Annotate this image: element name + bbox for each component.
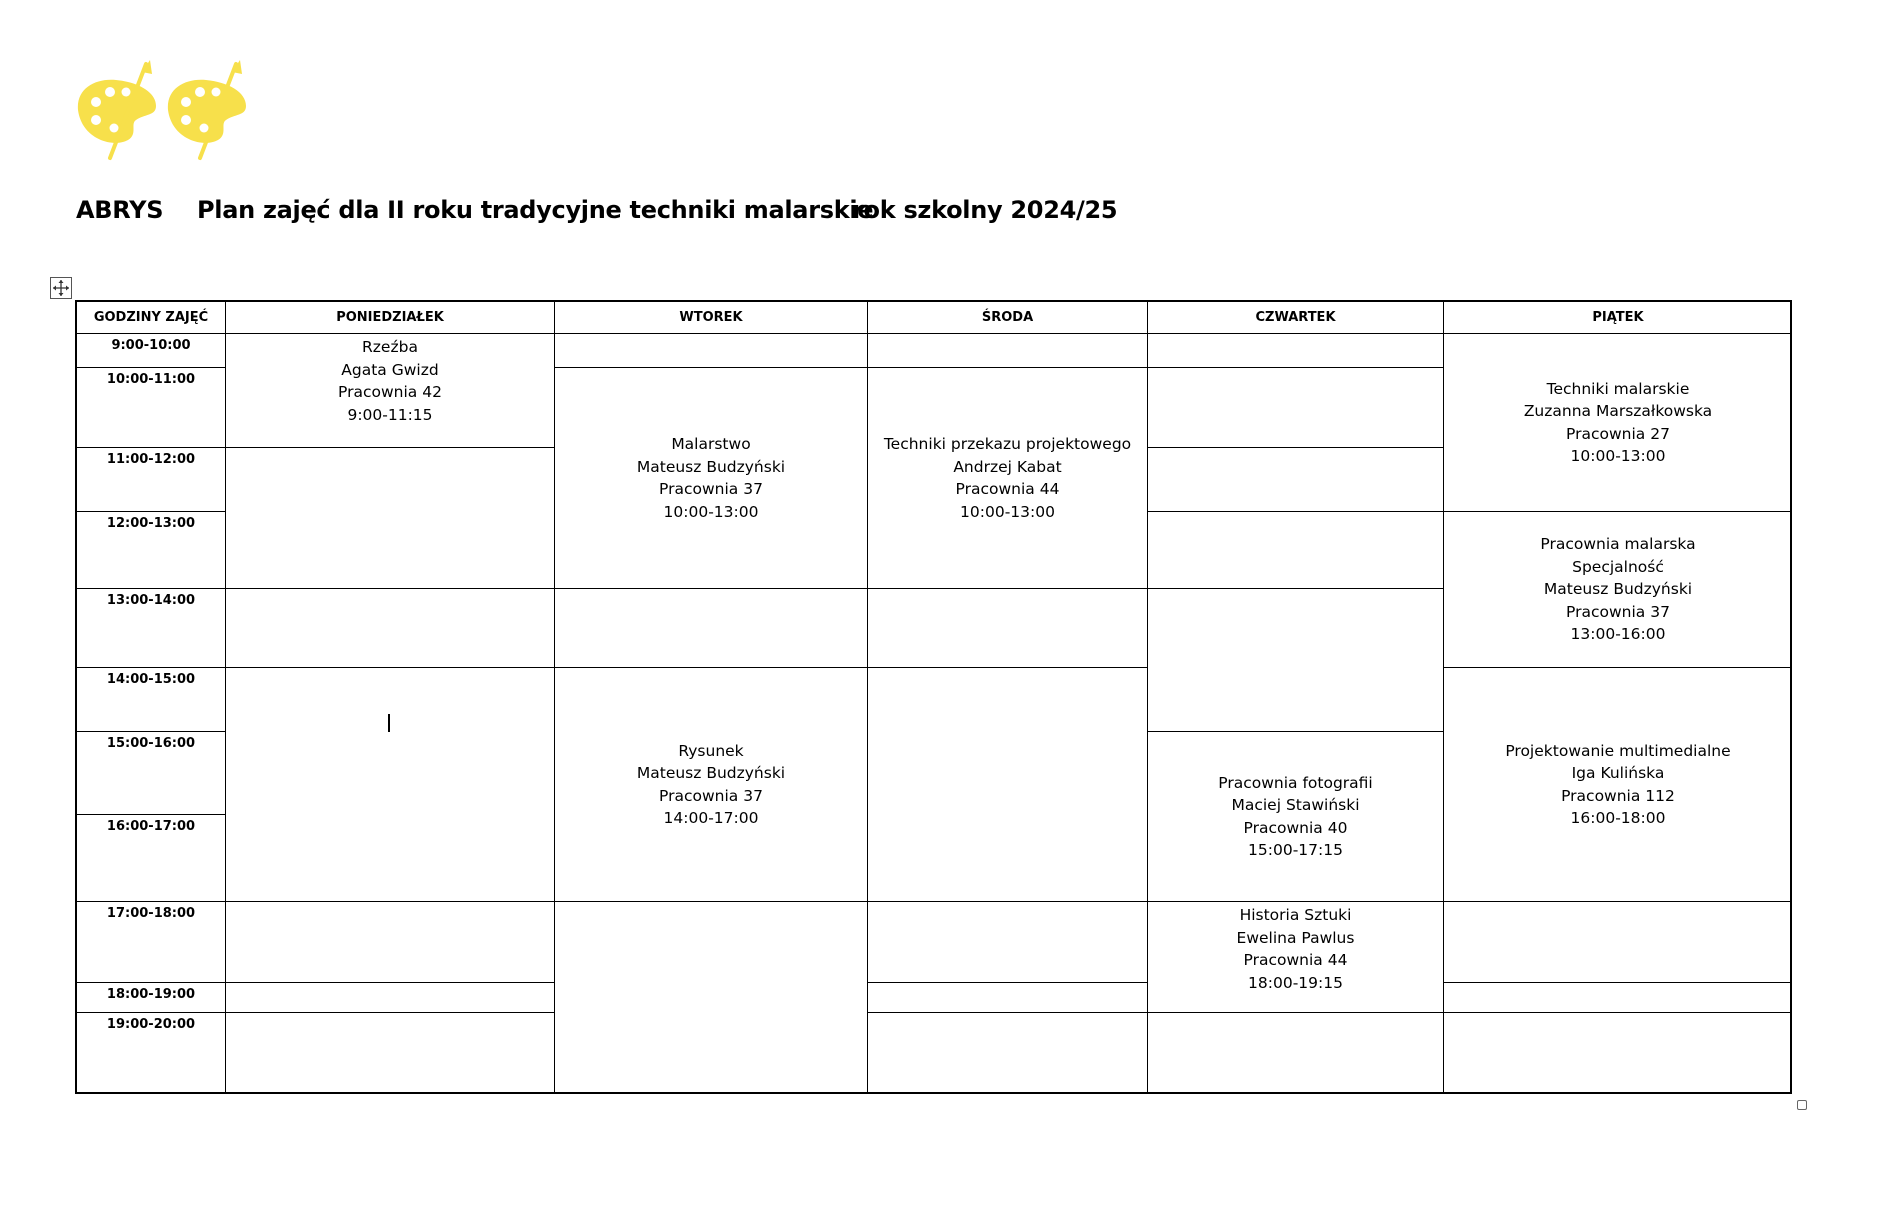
table-resize-handle[interactable] [1797, 1100, 1807, 1110]
header-friday: PIĄTEK [1444, 302, 1792, 334]
header-wednesday: ŚRODA [868, 302, 1148, 334]
empty-cell [1148, 512, 1444, 589]
class-line: Pracownia 37 [659, 786, 763, 805]
class-line: Techniki malarskie [1546, 379, 1690, 398]
header-hours: GODZINY ZAJĘĆ [77, 302, 226, 334]
hour-cell: 15:00-16:00 [77, 732, 226, 815]
class-line: 14:00-17:00 [663, 809, 759, 827]
class-cell [555, 668, 868, 902]
empty-cell [226, 902, 555, 983]
empty-cell [868, 983, 1148, 1013]
class-line: Agata Gwizd [341, 360, 439, 379]
class-line: Andrzej Kabat [953, 457, 1062, 476]
empty-cell [1444, 1013, 1792, 1094]
class-line: Pracownia 112 [1561, 786, 1675, 805]
hour-cell: 11:00-12:00 [77, 448, 226, 512]
class-line: Mateusz Budzyński [636, 457, 786, 476]
class-cell [1148, 902, 1444, 1013]
class-line: 13:00-16:00 [1570, 625, 1666, 644]
class-cell [555, 368, 868, 589]
document-title [0, 196, 1896, 226]
class-line: Maciej Stawiński [1231, 796, 1360, 814]
paint-palette-icon [168, 60, 246, 158]
move-arrows-icon [52, 279, 70, 297]
class-cell [1444, 668, 1792, 902]
class-line: Rzeźba [362, 338, 418, 356]
class-line: Iga Kulińska [1571, 764, 1665, 782]
class-line: 10:00-13:00 [960, 502, 1055, 521]
hour-cell: 10:00-11:00 [77, 368, 226, 448]
empty-cell [868, 668, 1148, 902]
class-line: Specjalność [1572, 557, 1664, 576]
hour-cell: 13:00-14:00 [77, 589, 226, 668]
empty-cell [555, 902, 868, 1094]
empty-cell [868, 902, 1148, 983]
class-line: Zuzanna Marszałkowska [1523, 402, 1713, 420]
hour-cell: 18:00-19:00 [77, 983, 226, 1013]
paint-palette-icon [78, 60, 156, 158]
hour-cell: 12:00-13:00 [77, 512, 226, 589]
class-line: Techniki przekazu projektowego [883, 435, 1132, 453]
class-line: Historia Sztuki [1239, 906, 1352, 924]
school-year: rok szkolny 2024/25 [852, 196, 1118, 224]
table-move-handle[interactable] [50, 277, 72, 299]
class-line: Pracownia fotografii [1218, 773, 1373, 792]
class-line: 10:00-13:00 [1570, 447, 1666, 465]
schedule-table [75, 300, 1792, 1094]
empty-cell [1148, 448, 1444, 512]
class-line: 18:00-19:15 [1248, 973, 1343, 992]
empty-cell [226, 448, 555, 589]
empty-cell [1444, 983, 1792, 1013]
empty-cell [1148, 334, 1444, 368]
logo [74, 58, 254, 164]
class-cell [868, 368, 1148, 589]
school-name: ABRYS [76, 196, 164, 224]
empty-cell [868, 589, 1148, 668]
empty-cell [1148, 589, 1444, 732]
hour-cell: 16:00-17:00 [77, 815, 226, 902]
class-line: 16:00-18:00 [1570, 809, 1666, 827]
empty-cell [226, 983, 555, 1013]
text-cursor [388, 714, 390, 732]
empty-cell [226, 589, 555, 668]
hour-cell: 9:00-10:00 [77, 334, 226, 368]
hour-cell: 14:00-15:00 [77, 668, 226, 732]
empty-cell [555, 589, 868, 668]
class-cell [1148, 732, 1444, 902]
class-line: 9:00-11:15 [347, 405, 433, 424]
empty-cell [555, 334, 868, 368]
class-line: Malarstwo [671, 435, 751, 453]
class-line: Ewelina Pawlus [1236, 928, 1355, 947]
class-line: Pracownia 44 [1243, 951, 1348, 969]
class-line: 10:00-13:00 [663, 502, 759, 521]
class-cell [226, 334, 555, 448]
hour-cell: 17:00-18:00 [77, 902, 226, 983]
class-line: Pracownia 27 [1566, 424, 1670, 443]
header-monday: PONIEDZIAŁEK [226, 302, 555, 334]
class-line: Pracownia malarska [1540, 535, 1696, 554]
class-line: Pracownia 40 [1243, 818, 1348, 837]
empty-cell [226, 668, 555, 902]
class-line: Projektowanie multimedialne [1505, 741, 1731, 760]
hour-cell: 19:00-20:00 [77, 1013, 226, 1094]
empty-cell [868, 1013, 1148, 1094]
class-line: 15:00-17:15 [1248, 841, 1343, 859]
class-line: Mateusz Budzyński [636, 764, 786, 782]
header-tuesday: WTOREK [555, 302, 868, 334]
empty-cell [1148, 368, 1444, 448]
class-cell [1444, 334, 1792, 512]
empty-cell [226, 1013, 555, 1094]
class-line: Pracownia 44 [955, 480, 1060, 498]
class-line: Rysunek [678, 741, 744, 760]
empty-cell [1444, 902, 1792, 983]
header-thursday: CZWARTEK [1148, 302, 1444, 334]
empty-cell [868, 334, 1148, 368]
class-line: Mateusz Budzyński [1543, 580, 1693, 599]
class-line: Pracownia 42 [338, 383, 442, 401]
class-cell [1444, 512, 1792, 668]
plan-title: Plan zajęć dla II roku tradycyjne techniki malarskie [197, 196, 874, 224]
class-line: Pracownia 37 [1566, 602, 1670, 621]
empty-cell [1148, 1013, 1444, 1094]
class-line: Pracownia 37 [659, 480, 763, 498]
